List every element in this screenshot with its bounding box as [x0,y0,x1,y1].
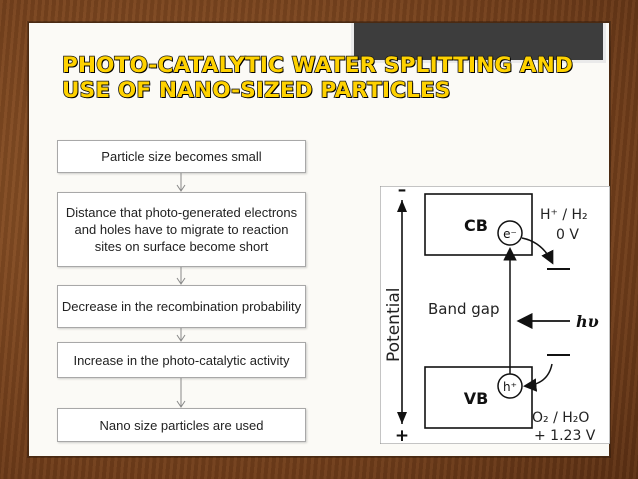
axis-plus-sign: + [394,426,410,444]
band-gap-label: Band gap [428,300,500,318]
flow-arrow-1 [172,173,190,192]
potential-axis-label: Potential [384,287,404,362]
electron-label: e⁻ [503,227,517,241]
axis-minus-sign: – [397,186,407,200]
o-potential-label: + 1.23 V [534,428,596,444]
hole-label: h⁺ [503,380,517,394]
flow-step-nano-particles: Nano size particles are used [57,408,306,442]
h-potential-label: 0 V [556,227,579,243]
flow-step-particle-size: Particle size becomes small [57,140,306,173]
h-couple-label: H⁺ / H₂ [540,207,588,223]
vb-label: VB [463,389,489,408]
cb-label: CB [464,216,488,235]
title-line-2: USE OF NANO-SIZED PARTICLES [62,78,451,103]
flow-arrow-4 [172,378,190,408]
title-line-1: PHOTO-CATALYTIC WATER SPLITTING AND [62,53,574,78]
flow-arrow-3 [172,328,190,342]
flow-step-activity: Increase in the photo-catalytic activity [57,342,306,378]
photon-label: hυ [576,312,599,331]
o-couple-label: O₂ / H₂O [532,410,590,426]
flow-arrow-2 [172,267,190,285]
flow-step-recombination: Decrease in the recombination probability [57,285,306,328]
band-diagram [380,186,610,444]
slide-title [62,53,573,103]
flow-step-migration-distance: Distance that photo-generated electrons and holes have to migrate to reaction sites on surface become short [57,192,306,267]
